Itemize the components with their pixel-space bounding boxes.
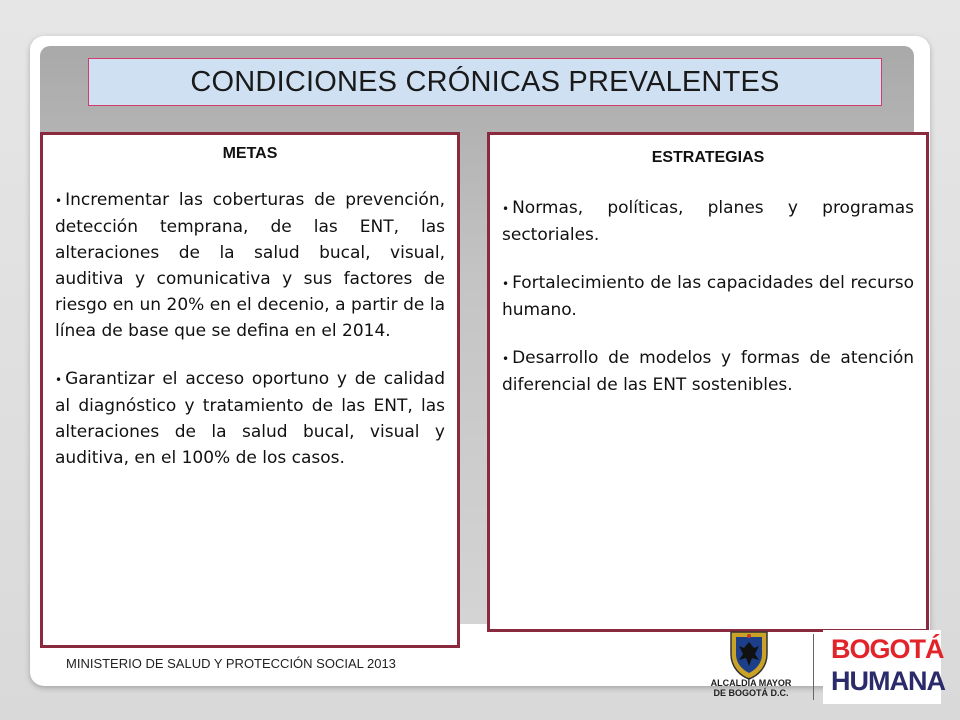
list-item xyxy=(502,270,914,323)
bullet-icon: • xyxy=(55,373,63,387)
title-box xyxy=(88,58,882,106)
logo-area xyxy=(705,628,945,708)
alcaldia-line1: ALCALDÍA MAYOR xyxy=(710,678,792,688)
alcaldia-text xyxy=(705,678,797,698)
alcaldia-line2: DE BOGOTÁ D.C. xyxy=(713,688,789,698)
estrategias-item-text: Normas, políticas, planes y programas sectoriales. xyxy=(502,198,914,245)
metas-panel xyxy=(40,132,460,648)
bullet-icon: • xyxy=(502,202,510,216)
bullet-icon: • xyxy=(502,352,510,366)
estrategias-panel xyxy=(487,132,929,632)
bogota-humana-logo xyxy=(823,630,945,704)
list-item xyxy=(55,187,445,344)
estrategias-item-text: Desarrollo de modelos y formas de atención diferencial de las ENT sostenibles. xyxy=(502,348,914,395)
estrategias-heading: ESTRATEGIAS xyxy=(651,149,765,166)
metas-item-text: Incrementar las coberturas de prevención, detección temprana, de las ENT, las alteraciones de la salud bucal, visual, auditiva y comunicativa y sus factores de riesgo en un 20% en el decenio, a partir de la línea de base que se defina en el 2014. xyxy=(55,190,445,341)
metas-list xyxy=(55,187,445,471)
metas-heading: METAS xyxy=(222,145,278,162)
metas-item-text: Garantizar el acceso oportuno y de calidad al diagnóstico y tratamiento de las ENT, las alteraciones de la salud bucal, visual y auditiva, en el 100% de los casos. xyxy=(55,369,445,468)
estrategias-list xyxy=(502,195,914,398)
list-item xyxy=(502,345,914,398)
bullet-icon: • xyxy=(55,194,63,208)
estrategias-item-text: Fortalecimiento de las capacidades del recurso humano. xyxy=(502,273,914,320)
bogota-word: BOGOTÁ xyxy=(831,634,944,664)
logo-divider xyxy=(813,634,814,700)
humana-word: HUMANA xyxy=(831,666,945,696)
bullet-icon: • xyxy=(502,277,510,291)
list-item xyxy=(55,366,445,471)
list-item xyxy=(502,195,914,248)
footer-credit: MINISTERIO DE SALUD Y PROTECCIÓN SOCIAL 2013 xyxy=(66,656,396,671)
coat-of-arms-icon xyxy=(727,628,771,680)
slide-title: CONDICIONES CRÓNICAS PREVALENTES xyxy=(190,65,780,98)
